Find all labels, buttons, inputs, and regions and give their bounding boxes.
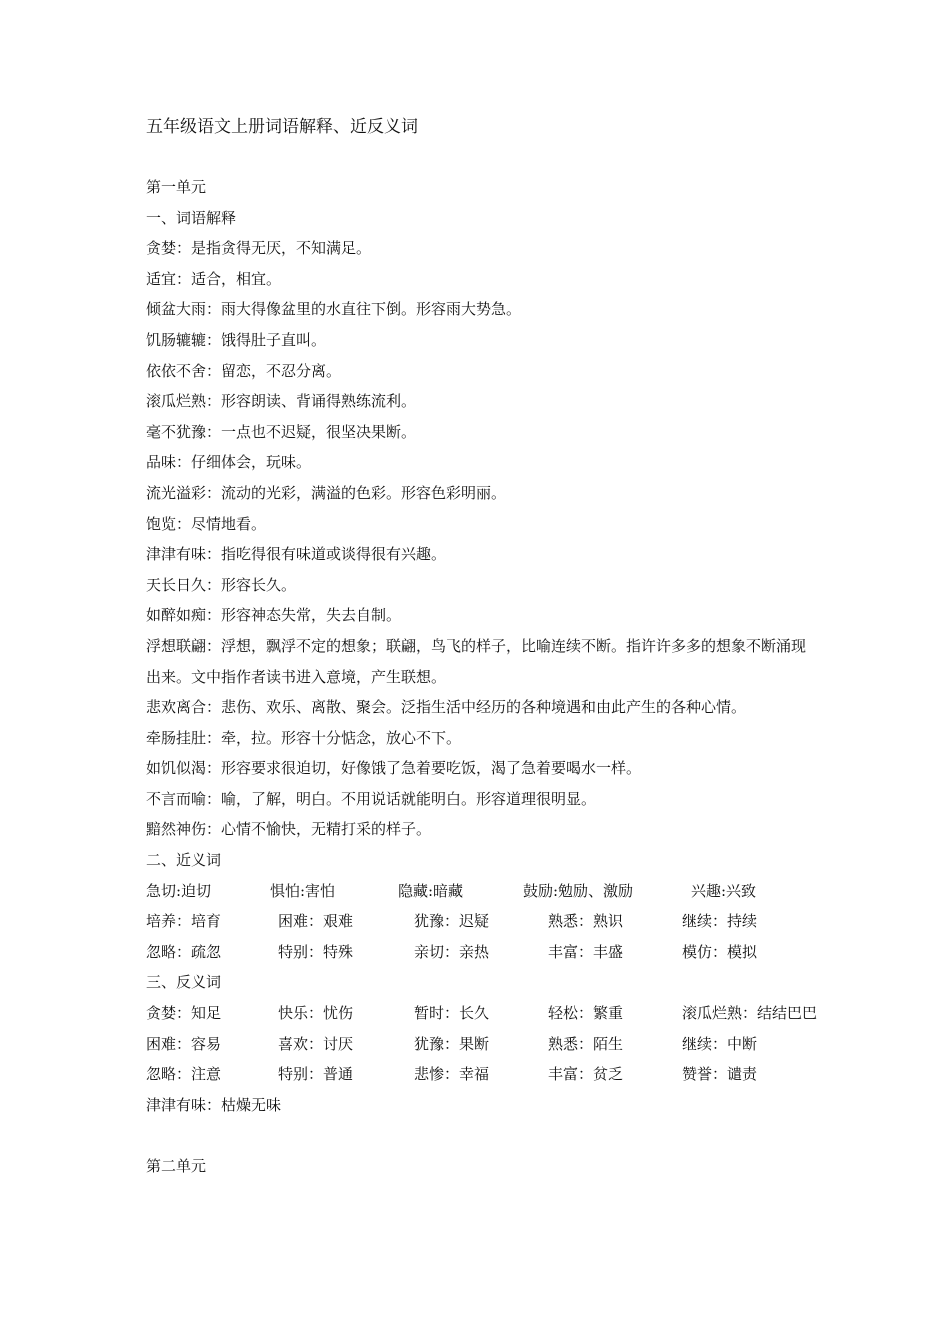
document-title: 五年级语文上册词语解释、近反义词 xyxy=(146,117,418,137)
synonym-row xyxy=(146,937,818,968)
antonym-pair: 贪婪：知足 xyxy=(146,1004,222,1023)
antonym-pair: 忽略：注意 xyxy=(146,1065,222,1084)
synonym-pair: 急切:迫切 xyxy=(146,881,212,900)
antonym-pair: 滚瓜烂熟：结结巴巴 xyxy=(682,1004,818,1023)
antonym-row xyxy=(146,1059,818,1090)
section-gap xyxy=(146,1120,818,1151)
synonym-pair: 忽略：疏忽 xyxy=(146,942,222,961)
antonym-row xyxy=(146,1029,818,1060)
antonym-pair: 赞誉：谴责 xyxy=(682,1065,758,1084)
synonym-pair: 熟悉：熟识 xyxy=(548,912,624,931)
antonym-last: 津津有味：枯燥无味 xyxy=(146,1095,282,1114)
explanation-item: 贪婪：是指贪得无厌，不知满足。 xyxy=(146,239,372,258)
explanation-heading: 一、词语解释 xyxy=(146,208,237,227)
antonym-pair: 丰富：贫乏 xyxy=(548,1065,624,1084)
explanation-item: 黯然神伤：心情不愉快，无精打采的样子。 xyxy=(146,820,432,839)
explanation-item: 如饥似渴：形容要求很迫切，好像饿了急着要吃饭，渴了急着要喝水一样。 xyxy=(146,759,642,778)
antonym-pair: 困难：容易 xyxy=(146,1034,222,1053)
antonym-pair: 悲惨：幸福 xyxy=(414,1065,490,1084)
explanation-item: 悲欢离合：悲伤、欢乐、离散、聚会。泛指生活中经历的各种境遇和由此产生的各种心情。 xyxy=(146,698,747,717)
synonym-pair: 特别：特殊 xyxy=(278,942,354,961)
explanation-item: 适宜：适合，相宜。 xyxy=(146,269,282,288)
synonym-pair: 困难：艰难 xyxy=(278,912,354,931)
synonym-pair: 继续：持续 xyxy=(682,912,758,931)
explanation-item: 依依不舍：留恋，不忍分离。 xyxy=(146,361,342,380)
explanation-item: 流光溢彩：流动的光彩，满溢的色彩。形容色彩明丽。 xyxy=(146,483,507,502)
synonym-pair: 惧怕:害怕 xyxy=(270,881,336,900)
synonym-pair: 犹豫：迟疑 xyxy=(414,912,490,931)
explanation-item: 倾盆大雨：雨大得像盆里的水直往下倒。形容雨大势急。 xyxy=(146,300,522,319)
synonym-pair: 丰富：丰盛 xyxy=(548,942,624,961)
antonym-pair: 犹豫：果断 xyxy=(414,1034,490,1053)
synonym-pair: 鼓励:勉励、激励 xyxy=(523,881,634,900)
synonym-pair: 模仿：模拟 xyxy=(682,942,758,961)
explanation-item: 滚瓜烂熟：形容朗读、背诵得熟练流利。 xyxy=(146,392,417,411)
unit2-heading: 第二单元 xyxy=(146,1157,207,1175)
synonym-pair: 亲切：亲热 xyxy=(414,942,490,961)
document-body xyxy=(146,172,818,1182)
synonym-pair: 兴趣:兴致 xyxy=(691,881,757,900)
synonym-heading: 二、近义词 xyxy=(146,851,222,870)
synonym-row xyxy=(146,876,818,907)
explanation-item: 饱览：尽情地看。 xyxy=(146,514,267,533)
explanation-item: 津津有味：指吃得很有味道或谈得很有兴趣。 xyxy=(146,545,447,564)
explanation-item: 牵肠挂肚：牵，拉。形容十分惦念，放心不下。 xyxy=(146,728,462,747)
antonym-pair: 继续：中断 xyxy=(682,1034,758,1053)
synonym-pair: 培养：培育 xyxy=(146,912,222,931)
synonym-row xyxy=(146,906,818,937)
synonym-pair: 隐藏:暗藏 xyxy=(398,881,464,900)
antonym-heading: 三、反义词 xyxy=(146,973,222,992)
antonym-pair: 轻松：繁重 xyxy=(548,1004,624,1023)
explanation-item: 如醉如痴：形容神态失常，失去自制。 xyxy=(146,606,402,625)
explanation-item: 浮想联翩：浮想，飘浮不定的想象；联翩，鸟飞的样子，比喻连续不断。指许许多多的想象不断涌现出来。文中指作者读书进入意境，产生联想。 xyxy=(146,636,807,686)
antonym-pair: 特别：普通 xyxy=(278,1065,354,1084)
antonym-pair: 喜欢：讨厌 xyxy=(278,1034,354,1053)
explanation-item: 天长日久：形容长久。 xyxy=(146,575,297,594)
antonym-row xyxy=(146,998,818,1029)
explanation-item: 品味：仔细体会，玩味。 xyxy=(146,453,312,472)
explanation-item: 饥肠辘辘：饿得肚子直叫。 xyxy=(146,330,327,349)
antonym-pair: 熟悉：陌生 xyxy=(548,1034,624,1053)
antonym-pair: 快乐：忧伤 xyxy=(278,1004,354,1023)
unit1-heading: 第一单元 xyxy=(146,178,207,196)
antonym-pair: 暂时：长久 xyxy=(414,1004,490,1023)
explanation-item: 不言而喻：喻，了解，明白。不用说话就能明白。形容道理很明显。 xyxy=(146,789,597,808)
explanation-item: 毫不犹豫：一点也不迟疑，很坚决果断。 xyxy=(146,422,417,441)
